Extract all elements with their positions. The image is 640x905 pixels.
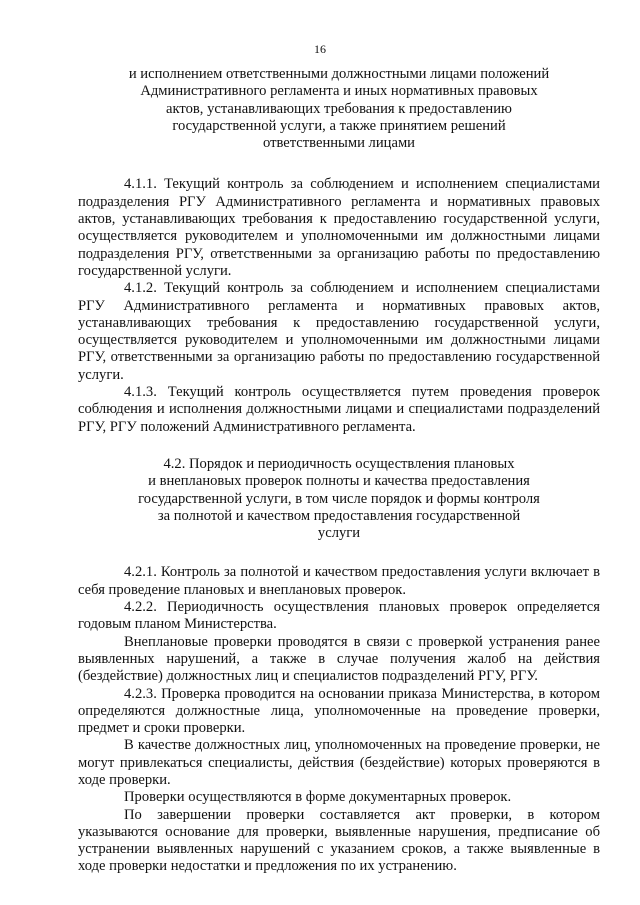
heading-line: и исполнением ответственными должностными лицами положений (128, 66, 550, 82)
heading-line: актов, устанавливающих требования к предоставлению (166, 100, 512, 117)
paragraph-4-1-3: 4.1.3. Текущий контроль осуществляется путем проведения проверок соблюдения и исполнения должностными лицами и специалистами подразделений РГУ, РГУ положений Административного регламента. (78, 384, 600, 435)
paragraph-4-2-2: 4.2.2. Периодичность осуществления плановых проверок определяется годовым планом Министерства. (78, 599, 600, 633)
section-heading-4-1 (78, 66, 600, 152)
document-body (78, 66, 600, 876)
heading-line: Административного регламента и иных нормативных правовых (140, 83, 538, 100)
page-number: 16 (314, 42, 326, 56)
paragraph-check-form: Проверки осуществляются в форме документарных проверок. (124, 789, 512, 806)
paragraph-officials: В качестве должностных лиц, уполномоченных на проведение проверки, не могут привлекаться специалисты, действия (бездействие) которых проверяются в ходе проверки. (78, 737, 600, 788)
heading-line: и внеплановых проверок полноты и качества предоставления (148, 473, 530, 490)
paragraph-4-1-1: 4.1.1. Текущий контроль за соблюдением и исполнением специалистами подразделения РГУ Административного регламента и нормативных правовых актов, устанавливающих требования к предоставлению государственной услуги, осуществляется руководителем и уполномоченными им должностными лицами подразделения РГУ, ответственными за организацию работы по предоставлению государственной услуги. (78, 176, 600, 279)
section-heading-4-2 (78, 456, 600, 542)
paragraph-check-act: По завершении проверки составляется акт проверки, в котором указываются основание для проверки, выявленные нарушения, предписание об устранении выявленных нарушений с указанием сроков, а также выявленные в ходе проверки недостатки и предложения по их устранению. (78, 806, 600, 875)
heading-line: ответственными лицами (262, 135, 415, 152)
heading-line: государственной услуги, в том числе порядок и формы контроля (138, 490, 540, 507)
heading-line: 4.2. Порядок и периодичность осуществления плановых (163, 455, 515, 472)
paragraph-4-2-1: 4.2.1. Контроль за полнотой и качеством предоставления услуги включает в себя проведение плановых и внеплановых проверок. (78, 564, 600, 598)
paragraph-4-1-2: 4.1.2. Текущий контроль за соблюдением и исполнением специалистами РГУ Административного регламента и нормативных правовых актов, устанавливающих требования к предоставлению государственной услуги, осуществляется руководителем и уполномоченными им должностными лицами РГУ, ответственными за организацию работы по предоставлению государственной услуги. (78, 280, 600, 383)
heading-line: услуги (317, 525, 361, 542)
paragraph-unplanned-checks: Внеплановые проверки проводятся в связи с проверкой устранения ранее выявленных нарушений, а также в случае получения жалоб на действия (бездействие) должностных лиц и специалистов подразделений РГУ, РГУ. (78, 633, 600, 685)
heading-line: государственной услуги, а также принятием решений (172, 117, 506, 134)
heading-line: за полнотой и качеством предоставления государственной (157, 507, 521, 524)
paragraph-4-2-3: 4.2.3. Проверка проводится на основании приказа Министерства, в котором определяются должностные лица, уполномоченные на проведение проверки, предмет и сроки проверки. (78, 685, 600, 737)
